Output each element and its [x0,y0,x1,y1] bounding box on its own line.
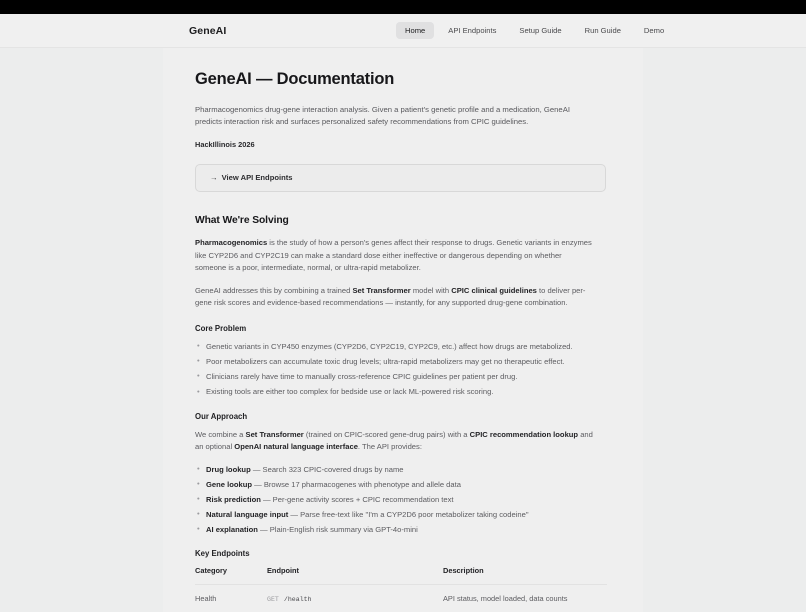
solving-p1-rest: is the study of how a person's genes affect their response to drugs. Genetic variants in enzymes like CYP2D6 and CYP2C19 can make a standard dose either ineffective or dangerous depending on whether someone is a poor, intermediate, normal, or ultra-rapid metabolizer. [195,237,592,273]
list-item [195,494,611,506]
endpoints-table [195,566,607,612]
column-header-endpoint: Endpoint [267,566,443,585]
feature-name: Gene lookup [206,479,252,489]
nav-item-run-guide[interactable]: Run Guide [584,26,621,35]
approach-p-d: . The API provides: [357,442,422,452]
nav-item-home[interactable]: Home [396,22,434,39]
brand-logo[interactable]: GeneAI [189,24,227,37]
term-pharmacogenomics: Pharmacogenomics [195,237,268,247]
nav-item-setup-guide[interactable]: Setup Guide [519,26,562,35]
page-lead-paragraph: Pharmacogenomics drug-gene interaction analysis. Given a patient's genetic profile and a medication, GeneAI predicts interaction risk and surfaces personalized safety recommendations from CPIC guidelines. [195,105,570,127]
feature-desc: — Browse 17 pharmacogenes with phenotype and allele data [252,479,461,489]
cta-label: View API Endpoints [221,173,293,183]
list-item [195,464,611,476]
feature-name: Risk prediction [206,494,261,504]
term-cpic-clinical-guidelines: CPIC clinical guidelines [451,285,537,295]
list-item: • Existing tools are either too complex for bedside use or lack ML-powered risk scoring. [195,386,611,398]
solving-p2-b: model with [410,285,452,295]
cell-category: Health [195,594,217,604]
subsection-heading-key-endpoints: Key Endpoints [195,549,250,559]
column-header-category: Category [195,566,267,585]
subsection-heading-core-problem: Core Problem [195,323,247,333]
list-item: • Genetic variants in CYP450 enzymes (CYP2D6, CYP2C19, CYP2C9, etc.) affect how drugs are metabolized. [195,341,611,353]
approach-p-c: and an optional [195,429,593,452]
core-problem-list [195,341,611,398]
list-item [195,524,611,536]
cell-description: API status, model loaded, data counts [443,594,568,604]
list-item [195,479,611,491]
feature-name: Natural language input [206,509,289,519]
page-title: GeneAI — Documentation [195,70,395,88]
table-header-row [195,566,607,585]
table-row [195,585,607,612]
endpoint-path: /health [283,596,312,604]
term-set-transformer-2: Set Transformer [245,429,304,439]
http-verb: GET [267,596,279,604]
content-column [163,48,643,612]
arrow-right-icon: → [210,173,218,183]
event-badge: HackIllinois 2026 [195,139,255,149]
page-body [0,48,806,604]
cell-endpoint [267,585,443,612]
solving-p2-a: GeneAI addresses this by combining a trained [195,285,353,295]
nav-item-demo[interactable]: Demo [643,26,665,35]
solving-p2-c: to deliver per-gene risk scores and evidence-based recommendations — instantly, for any supported drug-gene combination. [195,285,586,308]
approach-p-b: (trained on CPIC-scored gene-drug pairs) with a [303,429,470,439]
column-header-description: Description [443,566,607,585]
nav-item-api-endpoints[interactable]: API Endpoints [448,26,497,35]
main-navigation [396,22,673,39]
approach-p-a: We combine a [195,429,246,439]
list-item: • Poor metabolizers can accumulate toxic drug levels; ultra-rapid metabolizers may get no therapeutic effect. [195,356,611,368]
list-item: • Clinicians rarely have time to manually cross-reference CPIC guidelines per patient per drug. [195,371,611,383]
solving-paragraph-1 [195,237,595,275]
feature-list [195,464,611,536]
section-heading-what-were-solving: What We're Solving [195,214,289,226]
term-cpic-recommendation-lookup: CPIC recommendation lookup [469,429,579,439]
site-header [0,14,806,48]
feature-name: AI explanation [206,524,258,534]
approach-paragraph [195,429,595,454]
feature-name: Drug lookup [206,464,251,474]
feature-desc: — Search 323 CPIC-covered drugs by name [250,464,404,474]
subsection-heading-our-approach: Our Approach [195,411,248,421]
feature-desc: — Plain-English risk summary via GPT-4o-mini [257,524,418,534]
view-api-endpoints-button[interactable] [195,164,606,192]
term-openai-nl-interface: OpenAI natural language interface [234,442,358,452]
feature-desc: — Per-gene activity scores + CPIC recommendation text [260,494,454,504]
feature-desc: — Parse free-text like "I'm a CYP2D6 poor metabolizer taking codeine" [288,509,529,519]
solving-paragraph-2 [195,285,595,310]
browser-chrome-bar [0,0,806,14]
term-set-transformer: Set Transformer [352,285,411,295]
list-item [195,509,611,521]
